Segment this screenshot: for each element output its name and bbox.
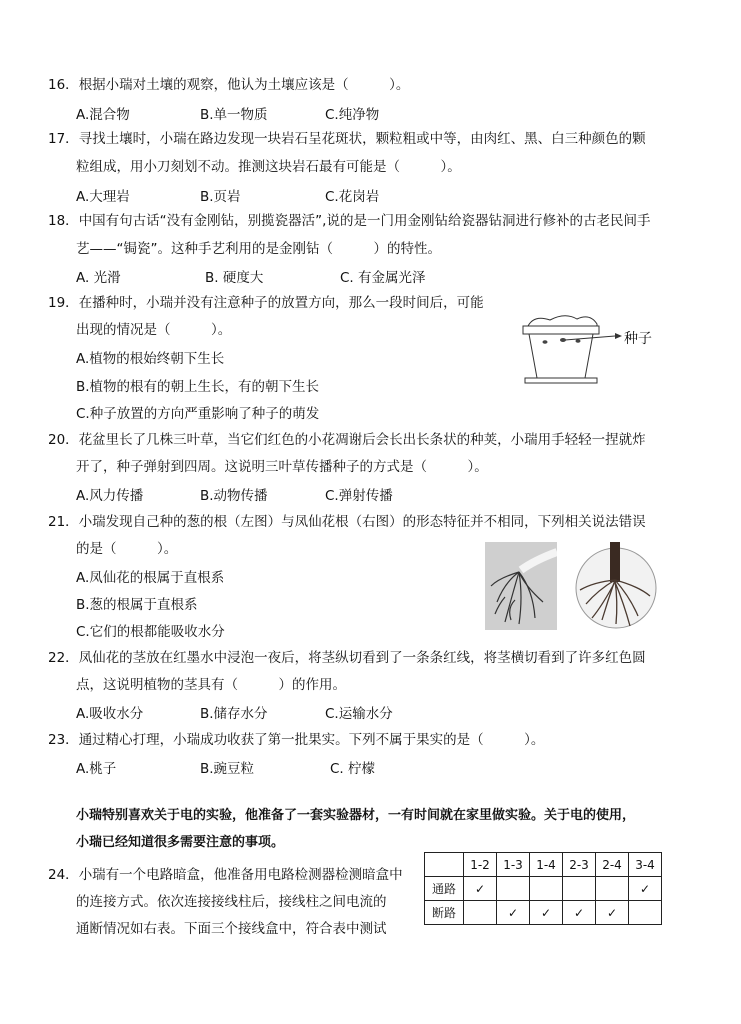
option-a[interactable]: A.大理岩 — [76, 189, 130, 205]
question-24 — [48, 865, 403, 885]
table-cell: ✓ — [497, 901, 530, 925]
option-a[interactable]: A.凤仙花的根属于直根系 — [76, 570, 225, 586]
table-cell: ✓ — [464, 877, 497, 901]
table-header-cell: 1-4 — [530, 853, 563, 877]
table-row — [425, 877, 662, 901]
question-number: 20． — [48, 432, 79, 448]
question-number: 19． — [48, 295, 79, 311]
question-18 — [48, 211, 650, 231]
option-b[interactable]: B. 硬度大 — [205, 270, 264, 286]
question-number: 22． — [48, 650, 79, 666]
seed-label: 种子 — [624, 331, 652, 347]
option-b[interactable]: B.页岩 — [200, 189, 241, 205]
option-b[interactable]: B.植物的根有的朝上生长，有的朝下生长 — [76, 379, 320, 395]
question-number: 16． — [48, 77, 79, 93]
table-cell — [530, 877, 563, 901]
question-stem: 寻找土壤时，小瑞在路边发现一块岩石呈花斑状，颗粒粗或中等，由肉红、黑、白三种颜色的颗 — [78, 131, 646, 147]
option-a[interactable]: A.吸收水分 — [76, 706, 144, 722]
option-c[interactable]: C.弹射传播 — [325, 488, 393, 504]
question-16 — [48, 75, 409, 95]
option-c[interactable]: C.它们的根都能吸收水分 — [76, 624, 225, 640]
table-cell — [497, 877, 530, 901]
question-stem-cont: 点，这说明植物的茎具有（ ）的作用。 — [76, 677, 346, 693]
circuit-test-table — [424, 852, 662, 925]
table-cell — [464, 901, 497, 925]
option-b[interactable]: B.单一物质 — [200, 107, 268, 123]
table-cell — [563, 877, 596, 901]
section-intro-line-2: 小瑞已经知道很多需要注意的事项。 — [76, 835, 285, 850]
question-number: 21． — [48, 514, 79, 530]
balsam-root-photo — [568, 542, 663, 630]
question-number: 24． — [48, 867, 79, 883]
table-cell — [629, 901, 662, 925]
question-number: 18． — [48, 213, 79, 229]
scallion-root-photo — [485, 542, 557, 630]
option-c[interactable]: C.种子放置的方向严重影响了种子的萌发 — [76, 406, 320, 422]
question-stem-cont: 粒组成，用小刀刻划不动。推测这块岩石最有可能是（ ）。 — [76, 159, 461, 175]
table-cell: ✓ — [629, 877, 662, 901]
question-20 — [48, 430, 646, 450]
option-c[interactable]: C. 有金属光泽 — [340, 270, 426, 286]
option-a[interactable]: A.混合物 — [76, 107, 130, 123]
question-22 — [48, 648, 646, 668]
option-c[interactable]: C. 柠檬 — [330, 761, 376, 777]
question-stem: 小瑞发现自己种的葱的根（左图）与凤仙花根（右图）的形态特征并不相同，下列相关说法错误 — [78, 514, 646, 530]
table-header-cell: 1-2 — [464, 853, 497, 877]
question-stem: 凤仙花的茎放在红墨水中浸泡一夜后，将茎纵切看到了一条条红线，将茎横切看到了许多红色圆 — [78, 650, 646, 666]
question-stem-cont: 艺——“锔瓷”。这种手艺利用的是金刚钻（ ）的特性。 — [76, 241, 441, 257]
question-stem-cont: 的是（ ）。 — [76, 541, 178, 557]
table-cell: ✓ — [596, 901, 629, 925]
option-a[interactable]: A.风力传播 — [76, 488, 144, 504]
question-23 — [48, 730, 544, 750]
table-cell: ✓ — [530, 901, 563, 925]
question-19 — [48, 293, 484, 313]
table-header-cell: 3-4 — [629, 853, 662, 877]
option-a[interactable]: A.桃子 — [76, 761, 117, 777]
table-header-cell: 2-4 — [596, 853, 629, 877]
question-stem: 中国有句古话“没有金刚钻，别揽瓷器活”,说的是一门用金刚钻给瓷器钻洞进行修补的古老民间手 — [78, 213, 651, 229]
question-stem-cont: 开了，种子弹射到四周。这说明三叶草传播种子的方式是（ ）。 — [76, 459, 488, 475]
question-stem: 小瑞有一个电路暗盒，他准备用电路检测器检测暗盒中 — [78, 867, 403, 883]
section-intro-line-1: 小瑞特别喜欢关于电的实验，他准备了一套实验器材，一有时间就在家里做实验。关于电的使用， — [76, 808, 636, 823]
question-stem-cont: 通断情况如右表。下面三个接线盒中，符合表中测试 — [76, 921, 387, 937]
question-stem: 通过精心打理，小瑞成功收获了第一批果实。下列不属于果实的是（ ）。 — [78, 732, 545, 748]
table-header-cell — [425, 853, 464, 877]
flower-pot-figure — [515, 310, 665, 390]
table-cell: ✓ — [563, 901, 596, 925]
question-number: 23． — [48, 732, 79, 748]
table-header-row — [425, 853, 662, 877]
table-row — [425, 901, 662, 925]
option-a[interactable]: A.植物的根始终朝下生长 — [76, 351, 225, 367]
table-header-cell: 2-3 — [563, 853, 596, 877]
row-label-connected: 通路 — [425, 877, 464, 901]
option-a[interactable]: A. 光滑 — [76, 270, 121, 286]
option-c[interactable]: C.纯净物 — [325, 107, 380, 123]
question-21 — [48, 512, 646, 532]
option-b[interactable]: B.葱的根属于直根系 — [76, 597, 198, 613]
option-c[interactable]: C.花岗岩 — [325, 189, 380, 205]
question-number: 17． — [48, 131, 79, 147]
table-cell — [596, 877, 629, 901]
option-b[interactable]: B.动物传播 — [200, 488, 268, 504]
option-b[interactable]: B.豌豆粒 — [200, 761, 255, 777]
option-c[interactable]: C.运输水分 — [325, 706, 393, 722]
question-stem: 根据小瑞对土壤的观察，他认为土壤应该是（ ）。 — [78, 77, 410, 93]
option-b[interactable]: B.储存水分 — [200, 706, 268, 722]
question-stem-cont: 出现的情况是（ ）。 — [76, 322, 232, 338]
question-17 — [48, 129, 646, 149]
question-stem-cont: 的连接方式。依次连接接线柱后，接线柱之间电流的 — [76, 894, 387, 910]
question-stem: 花盆里长了几株三叶草，当它们红色的小花凋谢后会长出长条状的种荚，小瑞用手轻轻一捏就炸 — [78, 432, 646, 448]
row-label-disconnected: 断路 — [425, 901, 464, 925]
question-stem: 在播种时，小瑞并没有注意种子的放置方向，那么一段时间后，可能 — [78, 295, 484, 311]
table-header-cell: 1-3 — [497, 853, 530, 877]
